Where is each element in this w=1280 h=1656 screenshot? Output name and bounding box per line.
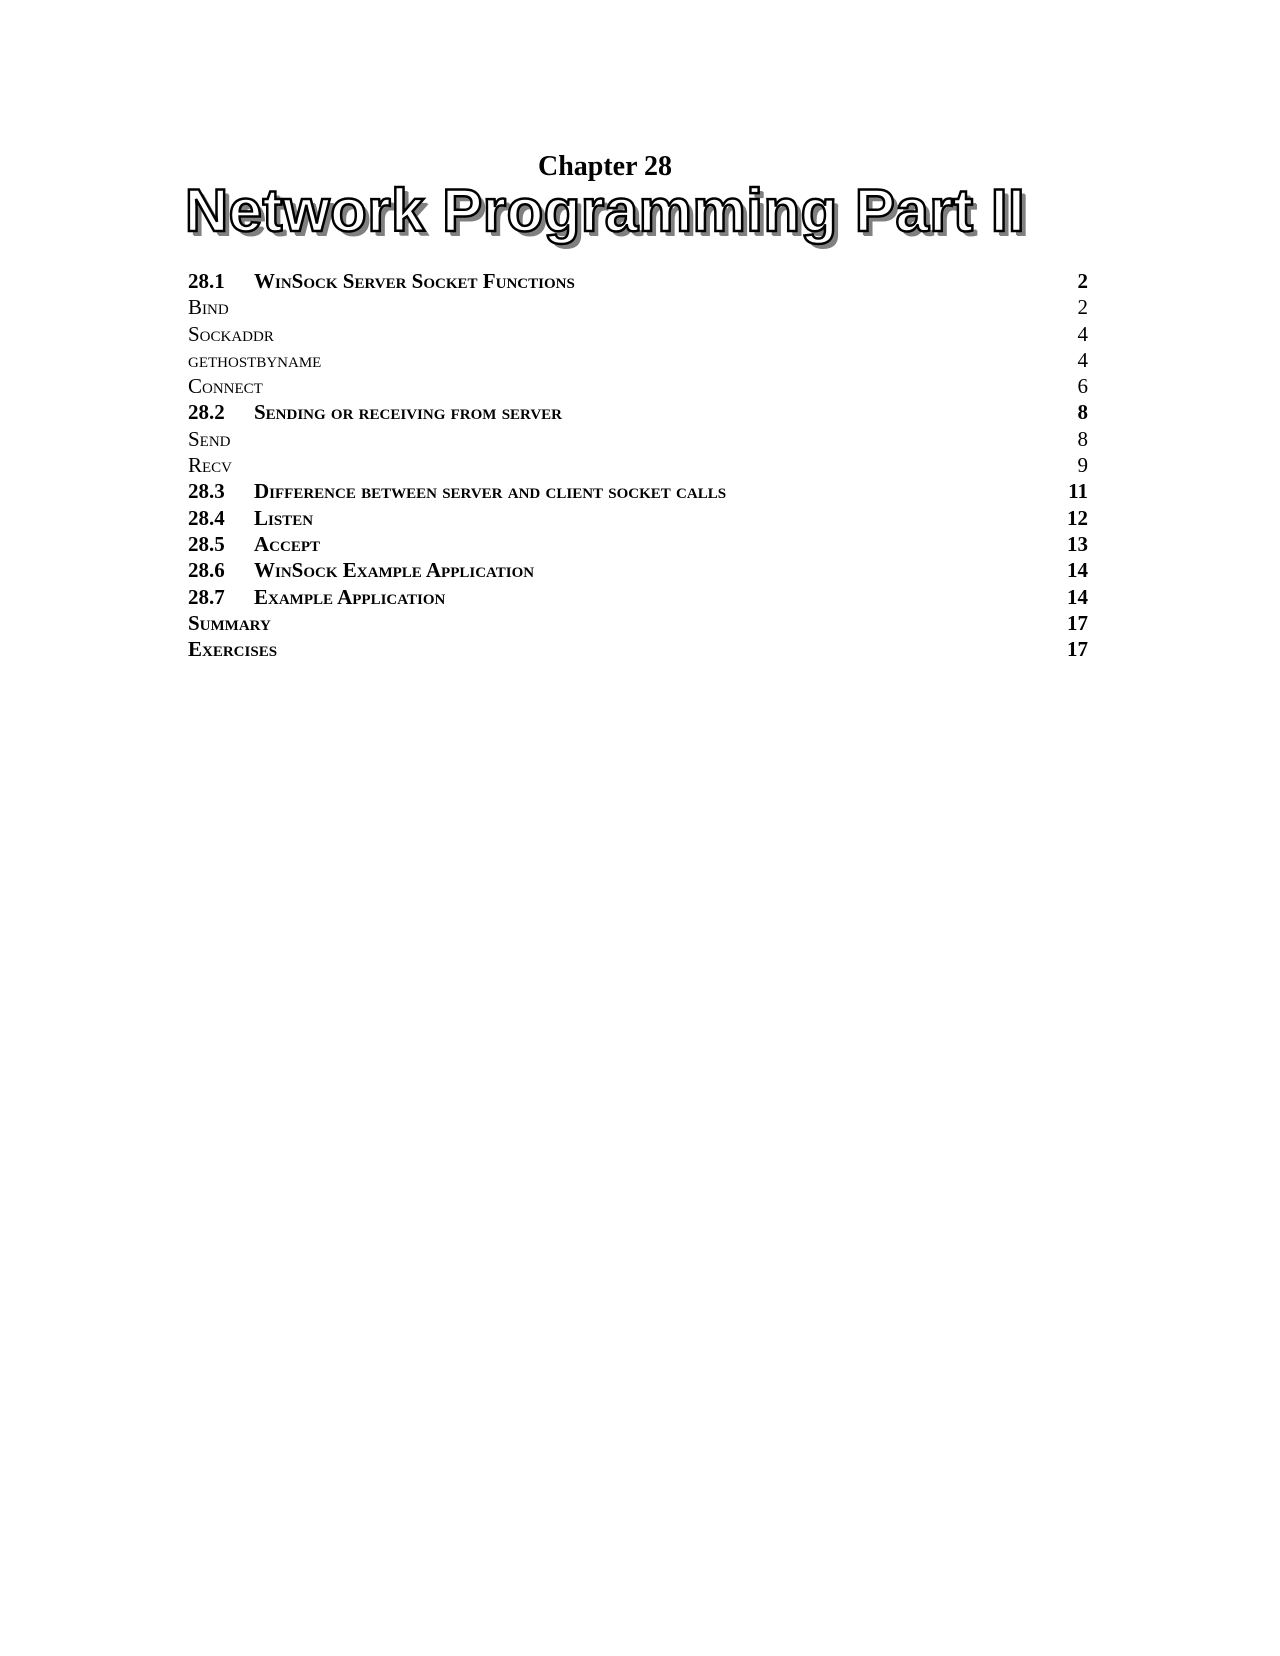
toc-entry[interactable] [188, 452, 1088, 478]
toc-entry[interactable] [188, 557, 1088, 583]
toc-entry-page: 14 [1067, 558, 1088, 583]
toc-entry-number: 28.5 [188, 531, 225, 556]
toc-entry-title: Summary [188, 610, 271, 635]
toc-entry-page: 4 [1077, 321, 1088, 346]
toc-entry-page: 8 [1077, 400, 1088, 425]
toc-entry-title: Exercises [188, 637, 278, 662]
toc-entry-title: Sending or receiving from server [254, 400, 563, 425]
toc-entry-title: Connect [188, 374, 263, 399]
toc-entry[interactable] [188, 505, 1088, 531]
toc-entry-page: 17 [1067, 637, 1088, 662]
toc-entry-number: 28.4 [188, 505, 225, 530]
toc-entry[interactable] [188, 531, 1088, 557]
toc-entry-title: Sockaddr [188, 321, 274, 346]
toc-entry[interactable] [188, 347, 1088, 373]
toc-entry[interactable] [188, 373, 1088, 399]
toc-entry-title: Send [188, 426, 231, 451]
toc-entry-page: 2 [1077, 269, 1088, 293]
toc-entry-title: Recv [188, 453, 233, 478]
toc-entry-title: Example Application [254, 584, 446, 609]
toc-entry-page: 9 [1077, 453, 1088, 478]
toc-entry-page: 6 [1077, 374, 1088, 399]
toc-entry-page: 11 [1068, 479, 1088, 504]
toc-entry[interactable] [188, 268, 1088, 294]
toc-entry-title: WinSock Server Socket Functions [254, 269, 575, 293]
toc-entry-page: 4 [1077, 347, 1088, 372]
toc-entry-number: 28.1 [188, 269, 225, 293]
toc-entry[interactable] [188, 426, 1088, 452]
toc-entry-title: Bind [188, 295, 229, 320]
toc-entry-page: 8 [1077, 426, 1088, 451]
toc-entry[interactable] [188, 399, 1088, 425]
chapter-label: Chapter 28 [537, 151, 673, 182]
toc-entry-number: 28.3 [188, 479, 225, 504]
toc-entry-title: gethostbyname [188, 347, 322, 372]
toc-entry[interactable] [188, 584, 1088, 610]
table-of-contents [188, 268, 1088, 662]
toc-entry-number: 28.7 [188, 584, 225, 609]
toc-entry[interactable] [188, 478, 1088, 504]
toc-entry[interactable] [188, 610, 1088, 636]
toc-entry-page: 13 [1067, 531, 1088, 556]
toc-entry-page: 14 [1067, 584, 1088, 609]
toc-entry-page: 12 [1067, 505, 1088, 530]
toc-entry[interactable] [188, 294, 1088, 320]
toc-entry-title: Listen [254, 505, 314, 530]
toc-entry[interactable] [188, 636, 1088, 662]
toc-entry-page: 17 [1067, 610, 1088, 635]
toc-entry-number: 28.6 [188, 558, 225, 583]
chapter-title: Network Programming Part II [184, 177, 1026, 244]
toc-entry-title: Accept [254, 531, 321, 556]
toc-entry-page: 2 [1077, 295, 1088, 320]
toc-entry-number: 28.2 [188, 400, 225, 425]
toc-entry-title: Difference between server and client socket calls [254, 479, 727, 504]
toc-entry-title: WinSock Example Application [254, 558, 535, 583]
toc-entry[interactable] [188, 321, 1088, 347]
